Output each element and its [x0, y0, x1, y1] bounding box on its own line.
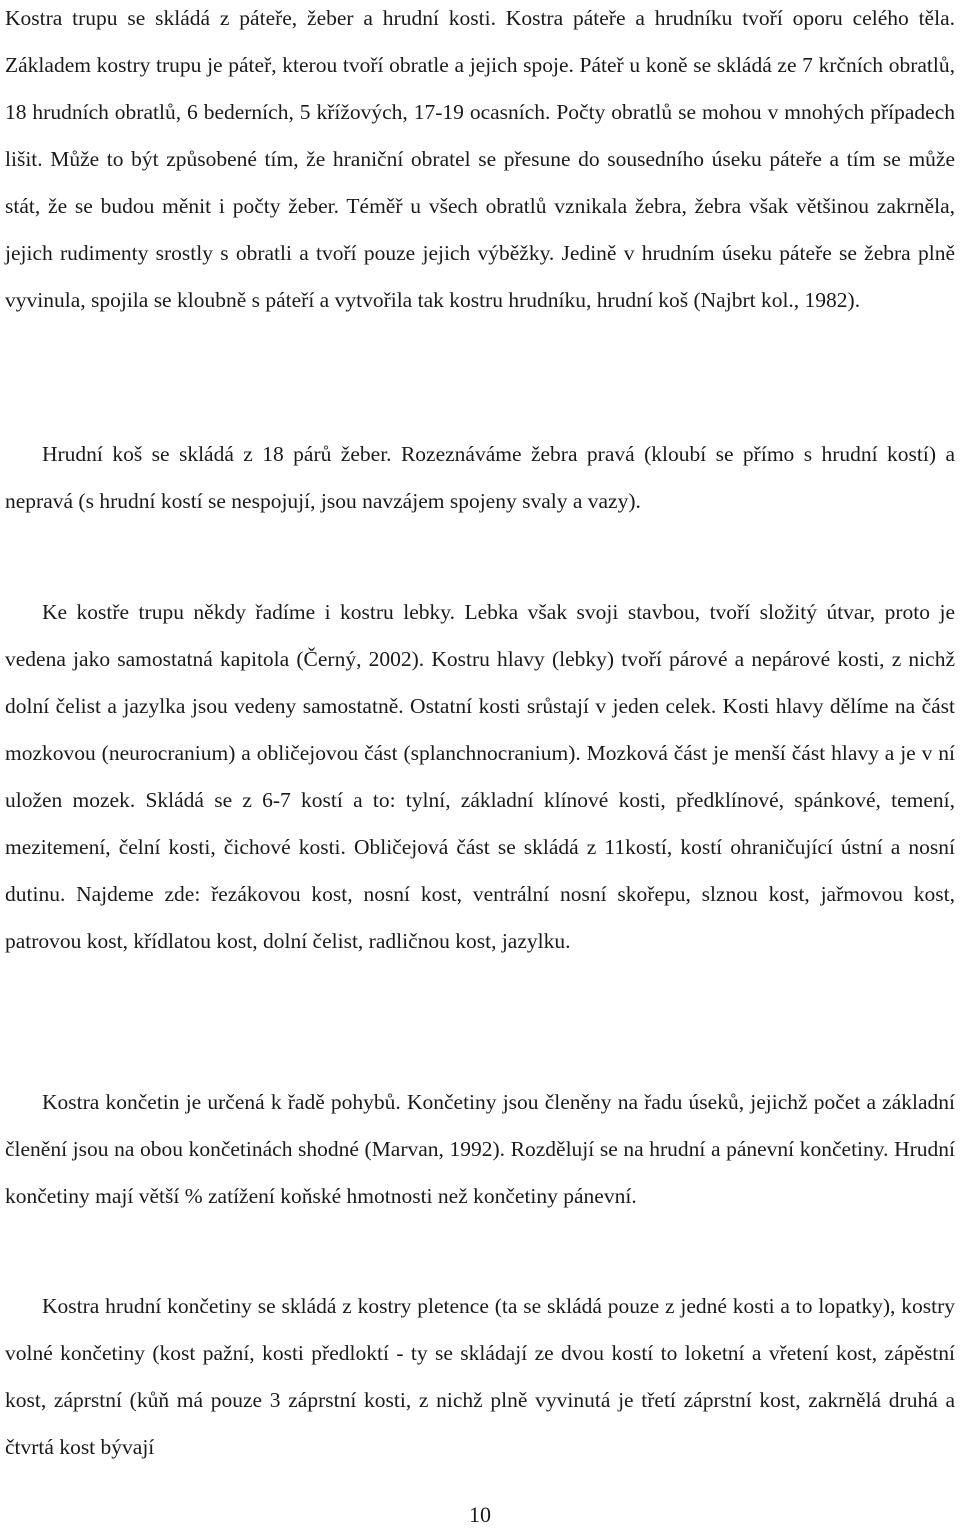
paragraph-trunk-skeleton: Kostra trupu se skládá z páteře, žeber a hrudní kosti. Kostra páteře a hrudníku tvoří oporu celého těla. Základem kostry trupu je páteř, kterou tvoří obratle a jejich spoje. Páteř u koně se skládá ze 7 krčních obratlů, 18 hrudních obratlů, 6 bederních, 5 křížových, 17-19 ocasních. Počty obratlů se mohou v mnohých případech lišit. Může to být způsobené tím, že hraniční obratel se přesune do sousedního úseku páteře a tím se může stát, že se budou měnit i počty žeber. Téměř u všech obratlů vznikala žebra, žebra však většinou zakrněla, jejich rudimenty srostly s obratli a tvoří pouze jejich výběžky. Jedině v hrudním úseku páteře se žebra plně vyvinula, spojila se kloubně s páteří a vytvořila tak kostru hrudníku, hrudní koš (Najbrt kol., 1982).	[5, 6, 955, 312]
page-number: 10	[469, 1502, 491, 1527]
paragraph-skull: Ke kostře trupu někdy řadíme i kostru lebky. Lebka však svoji stavbou, tvoří složitý útvar, proto je vedena jako samostatná kapitola (Černý, 2002). Kostru hlavy (lebky) tvoří párové a nepárové kosti, z nichž dolní čelist a jazylka jsou vedeny samostatně. Ostatní kosti srůstají v jeden celek. Kosti hlavy dělíme na část mozkovou (neurocranium) a obličejovou část (splanchnocranium). Mozková část je menší část hlavy a je v ní uložen mozek. Skládá se z 6-7 kostí a to: tylní, základní klínové kosti, předklínové, spánkové, temení, mezitemení, čelní kosti, čichové kosti. Obličejová část se skládá z 11kostí, kostí ohraničující ústní a nosní dutinu. Najdeme zde: řezákovou kost, nosní kost, ventrální nosní skořepu, slznou kost, jařmovou kost, patrovou kost, křídlatou kost, dolní čelist, radličnou kost, jazylku.	[5, 600, 955, 953]
paragraph-limb-skeleton: Kostra končetin je určená k řadě pohybů. Končetiny jsou členěny na řadu úseků, jejichž počet a základní členění jsou na obou končetinách shodné (Marvan, 1992). Rozdělují se na hrudní a pánevní končetiny. Hrudní končetiny mají větší % zatížení koňské hmotnosti než končetiny pánevní.	[5, 1090, 955, 1208]
paragraph-rib-cage: Hrudní koš se skládá z 18 párů žeber. Rozeznáváme žebra pravá (kloubí se přímo s hrudní kostí) a nepravá (s hrudní kostí se nespojují, jsou navzájem spojeny svaly a vazy).	[5, 442, 955, 513]
paragraph-thoracic-limb: Kostra hrudní končetiny se skládá z kostry pletence (ta se skládá pouze z jedné kosti a to lopatky), kostry volné končetiny (kost pažní, kosti předloktí - ty se skládají ze dvou kostí to loketní a vřetení kost, zápěstní kost, záprstní (kůň má pouze 3 záprstní kosti, z nichž plně vyvinutá je třetí záprstní kost, zakrnělá druhá a čtvrtá kost bývají	[5, 1294, 955, 1459]
